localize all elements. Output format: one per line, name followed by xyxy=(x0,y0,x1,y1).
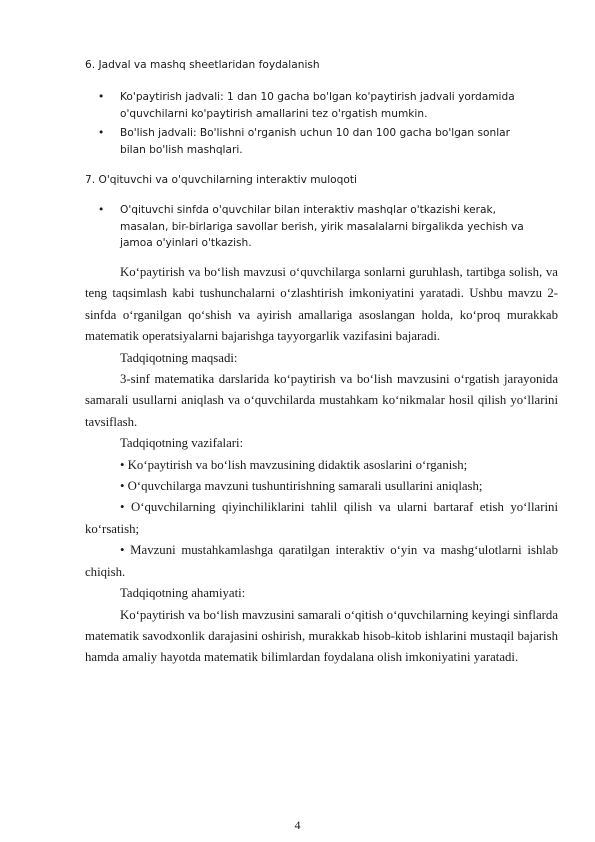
bullet-icon: • xyxy=(98,127,105,139)
body-text xyxy=(85,262,558,669)
goal-label: Tadqiqotning maqsadi: xyxy=(120,350,238,365)
list-item-text: O'qituvchi sinfda o'quvchilar bilan interaktiv mashqlar o'tkazishi kerak, masalan, bir-birlariga savollar berish, yirik masalalarni birgalikda yechish va jamoa o'yinlari o'tkazish. xyxy=(120,204,524,249)
section-7-list xyxy=(98,202,538,255)
list-item-text: Ko'paytirish jadvali: 1 dan 10 gacha bo'lgan ko'paytirish jadvali yordamida o'quvchilarni ko'paytirish amallarini tez o'rgatish mumkin. xyxy=(120,91,515,120)
task-item: • O‘quvchilarga mavzuni tushuntirishning samarali usullarini aniqlash; xyxy=(120,479,483,494)
list-item-text: Bo'lish jadvali: Bo'lishni o'rganish uchun 10 dan 100 gacha bo'lgan sonlar bilan bo'lish mashqlari. xyxy=(120,127,510,156)
section-6-heading: 6. Jadval va mashq sheetlaridan foydalanish xyxy=(85,59,320,71)
tasks-label: Tadqiqotning vazifalari: xyxy=(120,436,244,451)
importance-paragraph: Ko‘paytirish va bo‘lish mavzusini samarali o‘qitish o‘quvchilarning keyingi sinflarda matematik savodxonlik darajasini oshirish, murakkab hisob-kitob ishlarini mustaqil bajarish hamda amaliy hayotda matematik bilimlardan foydalana olish imkoniyatini yaratadi. xyxy=(85,607,558,665)
list-item xyxy=(98,125,538,158)
section-6-list xyxy=(98,89,538,161)
list-item xyxy=(98,89,538,122)
task-item: • O‘quvchilarning qiyinchiliklarini tahlil qilish va ularni bartaraf etish yo‘llarini ko‘rsatish; xyxy=(85,500,558,536)
task-item: • Mavzuni mustahkamlashga qaratilgan interaktiv o‘yin va mashg‘ulotlarni ishlab chiqish. xyxy=(85,543,558,579)
importance-label: Tadqiqotning ahamiyati: xyxy=(120,586,246,601)
bullet-icon: • xyxy=(98,204,105,216)
list-item xyxy=(98,202,538,252)
goal-paragraph: 3-sinf matematika darslarida ko‘paytirish va bo‘lish mavzusini o‘rgatish jarayonida samarali usullarni aniqlash va o‘quvchilarda mustahkam ko‘nikmalar hosil qilish yo‘llarini tavsiflash. xyxy=(85,372,558,429)
task-item: • Ko‘paytirish va bo‘lish mavzusining didaktik asoslarini o‘rganish; xyxy=(120,457,468,472)
intro-paragraph: Ko‘paytirish va bo‘lish mavzusi o‘quvchilarga sonlarni guruhlash, tartibga solish, va teng taqsimlash kabi tushunchalarni o‘zlashtirish imkoniyatini yaratadi. Ushbu mavzu 2-sinfda o‘rganilgan qo‘shish va ayirish amallariga asoslangan holda, ko‘proq murakkab matematik operatsiyalarni bajarishga tayyorgarlik vazifasini bajaradi. xyxy=(85,265,558,344)
page-number: 4 xyxy=(294,818,301,832)
section-7-heading: 7. O'qituvchi va o'quvchilarning interaktiv muloqoti xyxy=(85,174,357,186)
bullet-icon: • xyxy=(98,91,105,103)
